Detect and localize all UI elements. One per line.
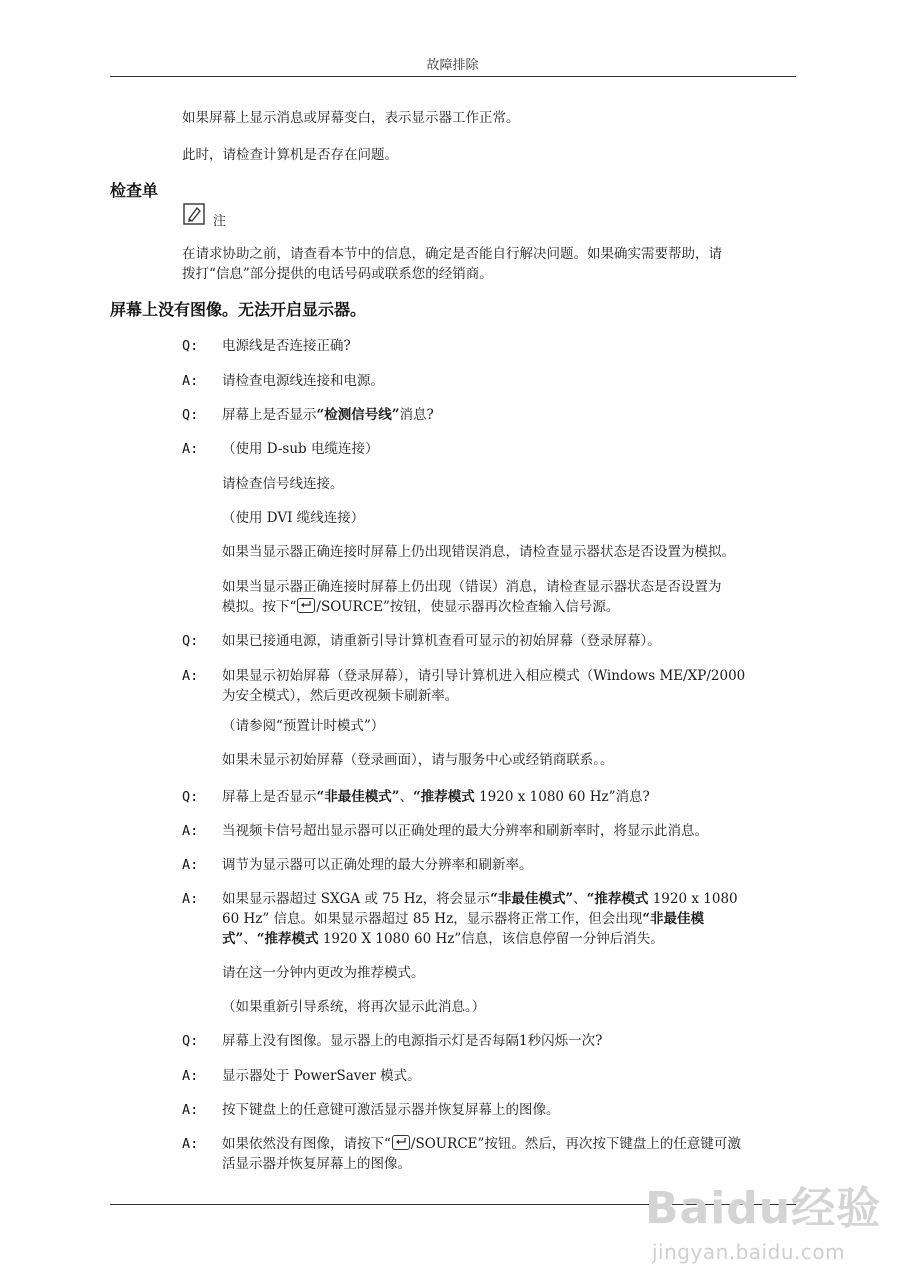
answer-1: 请检查电源线连接和电源。 — [222, 373, 384, 389]
a-label: A: — [182, 857, 199, 873]
answer-4-line-4: 请在这一分钟内更改为推荐模式。 — [222, 965, 425, 981]
section-heading: 屏幕上没有图像。无法开启显示器。 — [110, 300, 367, 319]
baidu-watermark-url: jingyan.baidu.com — [652, 1240, 846, 1264]
a-label: A: — [182, 668, 199, 684]
q-label: Q: — [182, 633, 199, 649]
a-label: A: — [182, 441, 199, 457]
enter-key-icon — [297, 598, 315, 613]
a-label: A: — [182, 1136, 199, 1152]
question-4-post: 1920 x 1080 60 Hz”消息? — [474, 789, 650, 805]
answer-2-line-3: （使用 DVI 缆线连接） — [222, 510, 365, 526]
question-5: 屏幕上没有图像。显示器上的电源指示灯是否每隔1秒闪烁一次? — [222, 1033, 603, 1049]
question-3: 如果已接通电源，请重新引导计算机查看可显示的初始屏幕（登录屏幕）。 — [222, 633, 661, 649]
answer-4-line-3a — [222, 889, 797, 909]
note-text-1: 在请求协助之前，请查看本节中的信息，确定是否能自行解决问题。如果确实需要帮助，请 — [182, 246, 722, 262]
a-label: A: — [182, 1068, 199, 1084]
answer-3-line-3: 如果未显示初始屏幕（登录画面），请与服务中心或经销商联系。。 — [222, 752, 614, 768]
answer-4-3c-bold-2: “推荐模式 — [256, 931, 319, 947]
answer-2-line-5b-post: /SOURCE”按钮，使显示器再次检查输入信号源。 — [316, 599, 620, 615]
page-header-title: 故障排除 — [426, 58, 479, 73]
answer-4-3a-bold-2: “推荐模式 — [586, 891, 649, 907]
intro-line-2: 此时，请检查计算机是否存在问题。 — [182, 147, 398, 163]
answer-5-line-3b: 活显示器并恢复屏幕上的图像。 — [222, 1156, 411, 1172]
answer-4-line-5: （如果重新引导系统，将再次显示此消息。） — [222, 999, 486, 1015]
enter-key-icon — [392, 1135, 410, 1150]
a-label: A: — [182, 1102, 199, 1118]
intro-line-1: 如果屏幕上显示消息或屏幕变白，表示显示器工作正常。 — [182, 110, 520, 126]
baidu-watermark-logo: Baidu经验 — [645, 1183, 882, 1234]
answer-5-line-2: 按下键盘上的任意键可激活显示器并恢复屏幕上的图像。 — [222, 1102, 560, 1118]
question-2 — [222, 405, 797, 425]
answer-4-3a-pre: 如果显示器超过 SXGA 或 75 Hz，将会显示 — [222, 891, 491, 907]
question-4 — [222, 787, 797, 807]
note-label: 注 — [213, 214, 227, 229]
question-4-bold-1: “非最佳模式” — [316, 789, 400, 805]
question-2-pre: 屏幕上是否显示 — [222, 407, 317, 423]
q-label: Q: — [182, 407, 199, 423]
answer-5-line-3a — [222, 1134, 797, 1154]
answer-4-3a-sep: 、 — [573, 891, 587, 907]
answer-4-3c-post: 1920 X 1080 60 Hz”信息，该信息停留一分钟后消失。 — [318, 931, 664, 947]
checklist-heading: 检查单 — [110, 181, 159, 200]
a-label: A: — [182, 891, 199, 907]
a-label: A: — [182, 373, 199, 389]
answer-4-3b-pre: 60 Hz” 信息。如果显示器超过 85 Hz，显示器将正常工作，但会出现 — [222, 911, 643, 927]
answer-2-line-1: （使用 D-sub 电缆连接） — [222, 441, 379, 457]
answer-4-3a-post: 1920 x 1080 — [648, 891, 738, 907]
answer-2-line-5b-pre: 模拟。按下“ — [222, 599, 297, 615]
answer-2-line-5b — [222, 597, 797, 617]
a-label: A: — [182, 823, 199, 839]
answer-5-3a-pre: 如果依然没有图像，请按下“ — [222, 1136, 391, 1152]
answer-4-line-2: 调节为显示器可以正确处理的最大分辨率和刷新率。 — [222, 857, 533, 873]
note-text-2: 拨打“信息”部分提供的电话号码或联系您的经销商。 — [182, 266, 493, 282]
answer-5-line-1: 显示器处于 PowerSaver 模式。 — [222, 1068, 421, 1084]
answer-2-line-4: 如果当显示器正确连接时屏幕上仍出现错误消息，请检查显示器状态是否设置为模拟。 — [222, 544, 735, 560]
note-icon — [183, 203, 205, 225]
answer-4-3a-bold-1: “非最佳模式” — [490, 891, 574, 907]
header-rule — [110, 76, 796, 77]
answer-3-line-1a: 如果显示初始屏幕（登录屏幕），请引导计算机进入相应模式（Windows ME/XP/2000 — [222, 668, 746, 684]
answer-4-line-3b — [222, 909, 797, 929]
q-label: Q: — [182, 338, 199, 354]
answer-4-3c-sep: 、 — [243, 931, 257, 947]
answer-5-3a-post: /SOURCE”按钮。然后，再次按下键盘上的任意键可激 — [410, 1136, 741, 1152]
answer-3-line-1b: 为安全模式），然后更改视频卡刷新率。 — [222, 688, 459, 704]
answer-2-line-5a: 如果当显示器正确连接时屏幕上仍出现（错误）消息，请检查显示器状态是否设置为 — [222, 579, 722, 595]
answer-4-3c-bold-1: 式” — [222, 931, 244, 947]
question-4-bold-2: “推荐模式 — [413, 789, 475, 805]
answer-4-3b-bold: “非最佳模 — [642, 911, 704, 927]
answer-4-line-3c — [222, 929, 797, 949]
question-2-post: 消息? — [399, 407, 434, 423]
question-4-sep: 、 — [399, 789, 414, 805]
answer-4-line-1: 当视频卡信号超出显示器可以正确处理的最大分辨率和刷新率时，将显示此消息。 — [222, 823, 708, 839]
q-label: Q: — [182, 1033, 199, 1049]
q-label: Q: — [182, 789, 199, 805]
answer-3-line-2: （请参阅“预置计时模式”） — [222, 718, 385, 734]
question-1: 电源线是否连接正确? — [222, 338, 351, 354]
answer-2-line-2: 请检查信号线连接。 — [222, 476, 344, 492]
question-4-pre: 屏幕上是否显示 — [222, 789, 317, 805]
question-2-bold: “检测信号线” — [316, 407, 400, 423]
